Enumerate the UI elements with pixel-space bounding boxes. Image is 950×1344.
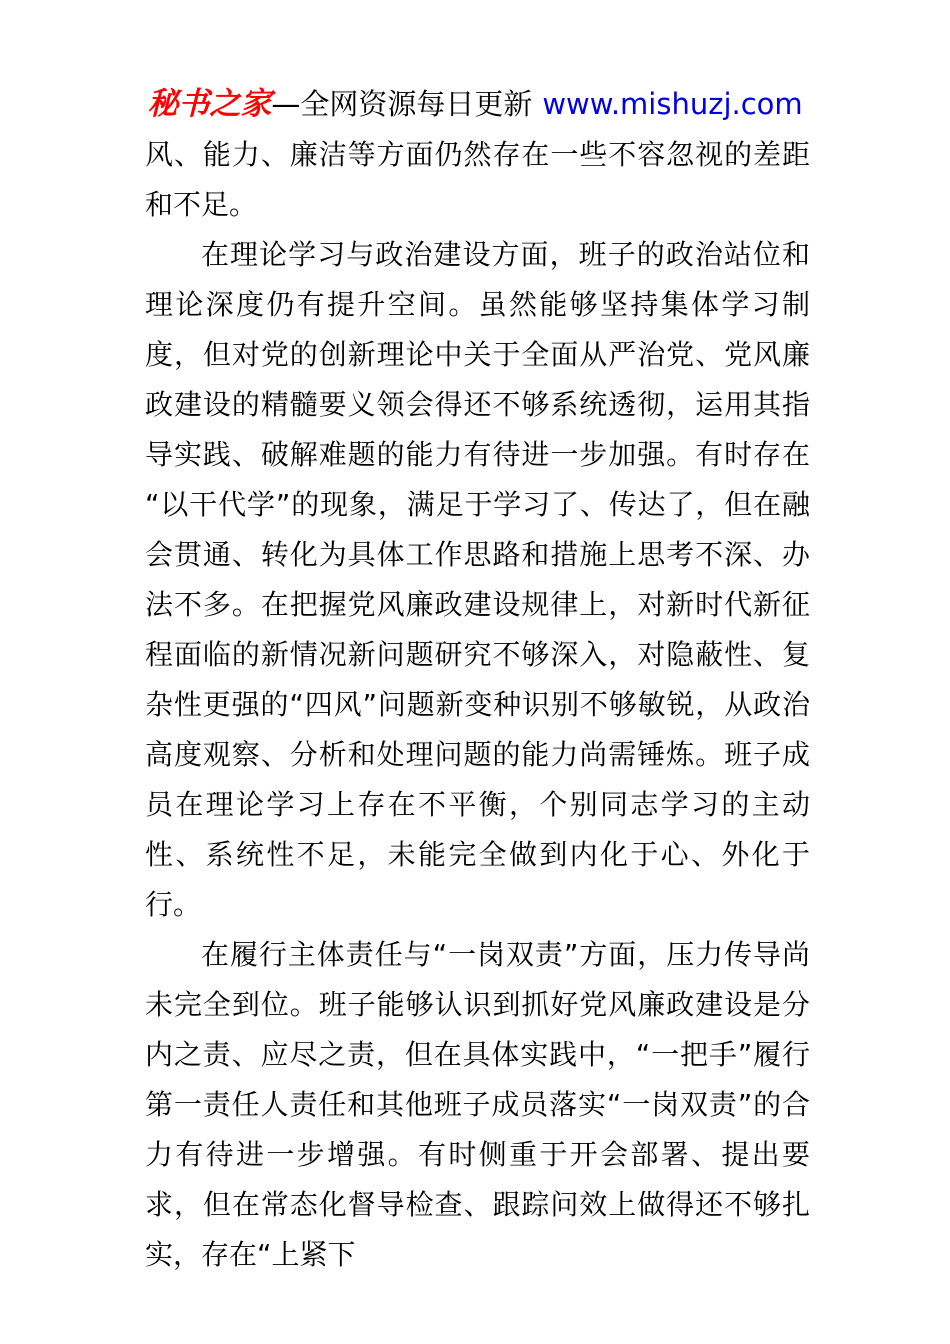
paragraph: 在履行主体责任与“一岗双责”方面，压力传导尚未完全到位。班子能够认识到抓好党风廉政建设是分内之责、应尽之责，但在具体实践中，“一把手”履行第一责任人责任和其他班子成员落实“一岗双责”的合力有待进一步增强。有时侧重于开会部署、提出要求，但在常态化督导检查、跟踪问效上做得还不够扎实，存在“上紧下 xyxy=(145,938,810,1271)
site-url-link[interactable]: www.mishuzj.com xyxy=(542,87,803,121)
site-tagline: 全网资源每日更新 xyxy=(300,87,533,121)
header-separator: — xyxy=(271,87,301,121)
paragraph: 风、能力、廉洁等方面仍然存在一些不容忽视的差距和不足。 xyxy=(145,138,810,221)
site-brand: 秘书之家 xyxy=(147,86,272,122)
site-header xyxy=(0,0,950,124)
document-body xyxy=(145,130,810,1280)
paragraph: 在理论学习与政治建设方面，班子的政治站位和理论深度仍有提升空间。虽然能够坚持集体学习制度，但对党的创新理论中关于全面从严治党、党风廉政建设的精髓要义领会得还不够系统透彻，运用其指导实践、破解难题的能力有待进一步加强。有时存在“以干代学”的现象，满足于学习了、传达了，但在融会贯通、转化为具体工作思路和措施上思考不深、办法不多。在把握党风廉政建设规律上，对新时代新征程面临的新情况新问题研究不够深入，对隐蔽性、复杂性更强的“四风”问题新变种识别不够敏锐，从政治高度观察、分析和处理问题的能力尚需锤炼。班子成员在理论学习上存在不平衡，个别同志学习的主动性、系统性不足，未能完全做到内化于心、外化于行。 xyxy=(145,238,810,921)
